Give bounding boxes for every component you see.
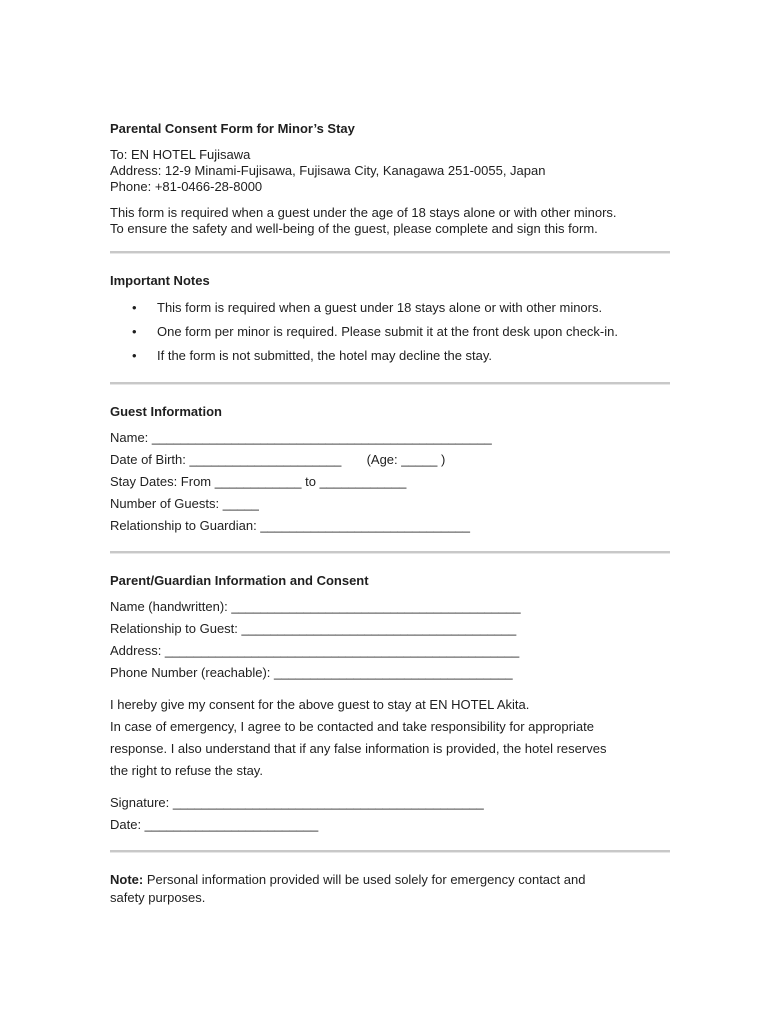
consent-line: I hereby give my consent for the above guest to stay at EN HOTEL Akita.	[110, 697, 530, 712]
guest-dob-field: Date of Birth: _____________________	[110, 452, 342, 467]
guest-information-heading: Guest Information	[110, 404, 222, 419]
guest-age-field: (Age: _____ )	[366, 452, 446, 467]
recipient-to: To: EN HOTEL Fujisawa	[110, 147, 251, 162]
parent-guardian-heading: Parent/Guardian Information and Consent	[110, 573, 369, 588]
number-of-guests-field: Number of Guests: _____	[110, 496, 259, 511]
section-divider	[110, 382, 670, 385]
note-label: Note:	[110, 872, 144, 887]
recipient-block	[110, 147, 670, 195]
important-notes-list	[110, 296, 670, 368]
parent-name-field: Name (handwritten): ________________________________________	[110, 599, 521, 614]
consent-line: In case of emergency, I agree to be contacted and take responsibility for appropriate	[110, 719, 594, 734]
consent-line: the right to refuse the stay.	[110, 763, 263, 778]
important-notes-section	[110, 272, 670, 368]
consent-statement	[110, 694, 670, 782]
intro-line: This form is required when a guest under the age of 18 stays alone or with other minors.	[110, 205, 617, 220]
privacy-note-line: safety purposes.	[110, 890, 206, 905]
signature-field: Signature: ___________________________________________	[110, 795, 484, 810]
section-divider	[110, 251, 670, 254]
recipient-phone: Phone: +81-0466-28-8000	[110, 179, 263, 194]
parent-guardian-section	[110, 572, 670, 836]
relationship-to-guest-field: Relationship to Guest: ______________________________________	[110, 621, 517, 636]
guest-name-field: Name: _______________________________________________	[110, 430, 492, 445]
note-item: • If the form is not submitted, the hotel may decline the stay.	[110, 344, 670, 368]
recipient-address: Address: 12-9 Minami-Fujisawa, Fujisawa City, Kanagawa 251-0055, Japan	[110, 163, 546, 178]
date-field: Date: ________________________	[110, 817, 319, 832]
guest-dob-row	[110, 449, 670, 471]
guest-information-section	[110, 403, 670, 537]
stay-dates-field: Stay Dates: From ____________ to ____________	[110, 474, 407, 489]
form-title: Parental Consent Form for Minor’s Stay	[110, 121, 355, 136]
intro-paragraph	[110, 205, 670, 237]
important-notes-heading: Important Notes	[110, 273, 210, 288]
parent-phone-field: Phone Number (reachable): _________________________________	[110, 665, 513, 680]
relationship-to-guardian-field: Relationship to Guardian: _____________________________	[110, 518, 470, 533]
parent-address-field: Address: _________________________________________________	[110, 643, 520, 658]
signature-block	[110, 792, 670, 836]
note-text: Personal information provided will be used solely for emergency contact and	[143, 872, 586, 887]
privacy-note-line	[110, 871, 670, 889]
intro-line: To ensure the safety and well-being of the guest, please complete and sign this form.	[110, 221, 598, 236]
note-item: • One form per minor is required. Please submit it at the front desk upon check-in.	[110, 320, 670, 344]
note-item: • This form is required when a guest under 18 stays alone or with other minors.	[110, 296, 670, 320]
section-divider	[110, 551, 670, 554]
privacy-note	[110, 871, 670, 907]
consent-form-page	[110, 121, 670, 907]
consent-line: response. I also understand that if any false information is provided, the hotel reserves	[110, 741, 607, 756]
section-divider	[110, 850, 670, 853]
